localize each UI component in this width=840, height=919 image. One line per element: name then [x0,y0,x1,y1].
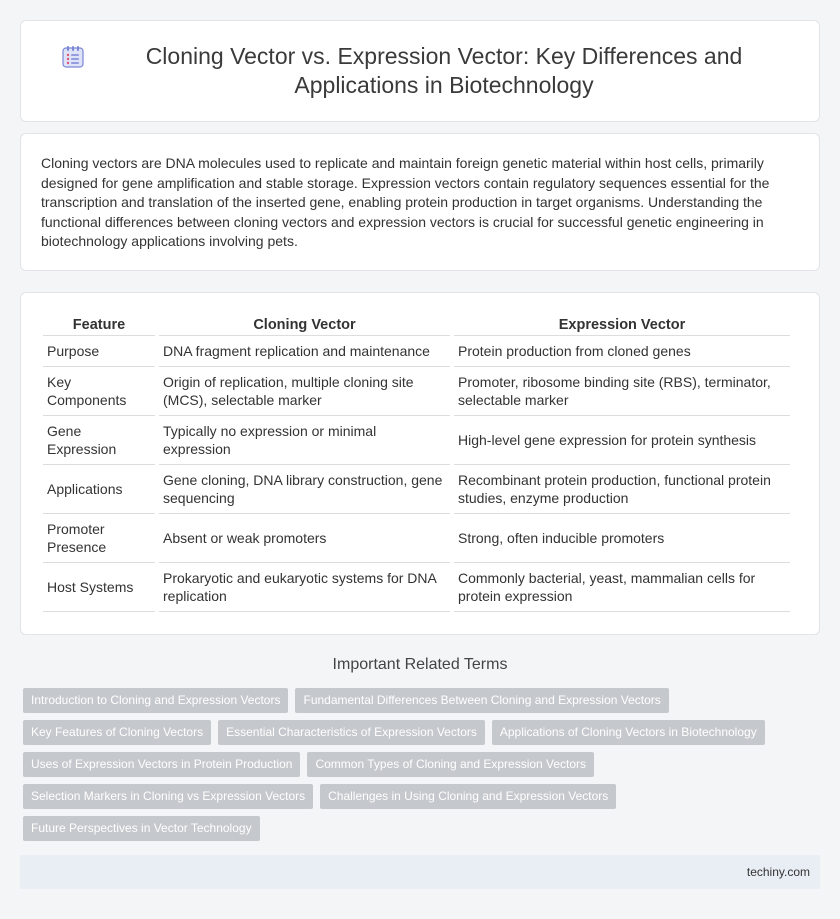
related-term-tag[interactable]: Applications of Cloning Vectors in Biotechnology [492,720,765,745]
table-header-row [43,313,790,336]
intro-paragraph: Cloning vectors are DNA molecules used to replicate and maintain foreign genetic material within host cells, primarily designed for gene amplification and stable storage. Expression vectors contain regulatory sequences essential for the transcription and translation of the inserted gene, enabling protein production in target organisms. Understanding the functional differences between cloning vectors and expression vectors is crucial for successful genetic engineering in biotechnology applications involving pets. [41,155,770,250]
header-card [20,20,820,122]
tag-row [23,816,823,841]
comparison-table-card [20,292,820,635]
table-row [43,514,790,563]
related-term-tag[interactable]: Key Features of Cloning Vectors [23,720,211,745]
tag-row [23,720,823,745]
cloning-cell: Prokaryotic and eukaryotic systems for DNA replication [159,563,450,612]
table-row [43,465,790,514]
table-row [43,367,790,416]
related-term-tag[interactable]: Selection Markers in Cloning vs Expression Vectors [23,784,313,809]
expression-cell: Commonly bacterial, yeast, mammalian cells for protein expression [454,563,790,612]
cloning-cell: Origin of replication, multiple cloning site (MCS), selectable marker [159,367,450,416]
related-term-tag[interactable]: Essential Characteristics of Expression Vectors [218,720,485,745]
expression-cell: Promoter, ribosome binding site (RBS), terminator, selectable marker [454,367,790,416]
feature-cell: Applications [43,465,155,514]
expression-cell: Recombinant protein production, functional protein studies, enzyme production [454,465,790,514]
table-row [43,336,790,367]
expression-cell: Strong, often inducible promoters [454,514,790,563]
related-terms-title: Important Related Terms [332,656,508,673]
header-cloning-vector: Cloning Vector [159,313,450,336]
cloning-cell: Gene cloning, DNA library construction, gene sequencing [159,465,450,514]
title-wrap [60,42,780,100]
feature-cell: Host Systems [43,563,155,612]
feature-cell: Gene Expression [43,416,155,465]
related-terms-tags [23,688,823,848]
related-term-tag[interactable]: Introduction to Cloning and Expression Vectors [23,688,288,713]
feature-cell: Promoter Presence [43,514,155,563]
cloning-cell: Absent or weak promoters [159,514,450,563]
comparison-table [39,313,794,612]
tag-row [23,688,823,713]
related-term-tag[interactable]: Fundamental Differences Between Cloning and Expression Vectors [295,688,668,713]
tag-row [23,752,823,777]
tag-row [23,784,823,809]
intro-card [20,133,820,271]
cloning-cell: Typically no expression or minimal expression [159,416,450,465]
feature-cell: Key Components [43,367,155,416]
cloning-cell: DNA fragment replication and maintenance [159,336,450,367]
table-row [43,416,790,465]
table-row [43,563,790,612]
footer [20,855,820,889]
footer-brand[interactable]: techiny.com [746,865,810,879]
related-term-tag[interactable]: Uses of Expression Vectors in Protein Production [23,752,300,777]
page-title: Cloning Vector vs. Expression Vector: Key Differences and Applications in Biotechnology [145,43,743,98]
related-term-tag[interactable]: Challenges in Using Cloning and Expression Vectors [320,784,616,809]
feature-cell: Purpose [43,336,155,367]
document-list-icon [60,44,86,70]
expression-cell: High-level gene expression for protein synthesis [454,416,790,465]
expression-cell: Protein production from cloned genes [454,336,790,367]
header-feature: Feature [43,313,155,336]
related-term-tag[interactable]: Common Types of Cloning and Expression Vectors [307,752,594,777]
related-term-tag[interactable]: Future Perspectives in Vector Technology [23,816,260,841]
header-expression-vector: Expression Vector [454,313,790,336]
